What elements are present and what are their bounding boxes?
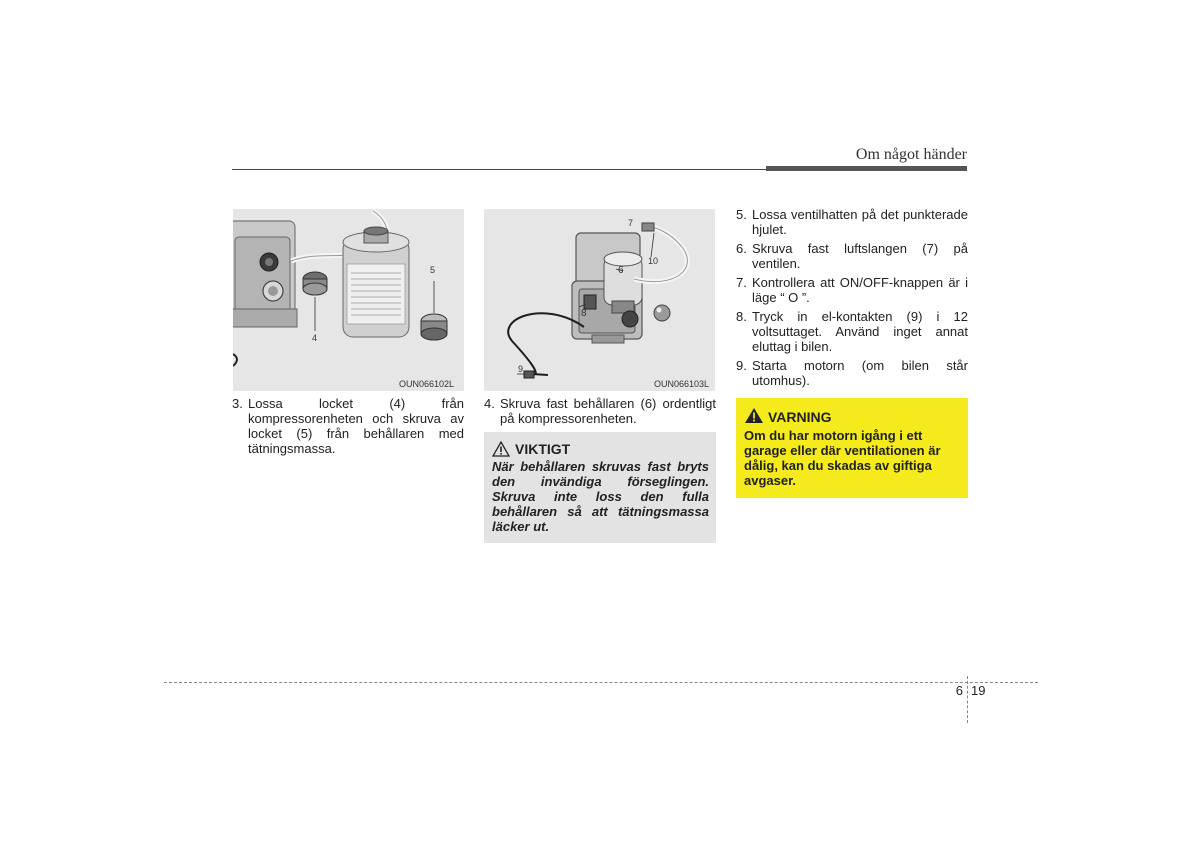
step-text: Lossa locket (4) från kompressorenheten och skruva av locket (5) från behållaren med tätningsmassa.: [248, 396, 464, 456]
figure-sealant-container-illustration: [233, 209, 464, 391]
step-number: 3.: [232, 396, 243, 411]
footer-rule: [164, 682, 1038, 683]
step-number: 5.: [736, 207, 747, 222]
callout-7: 7: [628, 218, 634, 228]
caution-title: VIKTIGT: [515, 441, 571, 457]
step-4: [484, 396, 716, 428]
step-7: [736, 275, 968, 307]
warning-icon: [744, 407, 764, 424]
page-chapter: 6: [955, 683, 963, 698]
step-3: [232, 396, 464, 458]
header-bar: [766, 166, 967, 171]
step-5: [736, 207, 968, 239]
step-number: 4.: [484, 396, 495, 411]
footer-divider: [967, 676, 968, 723]
callout-10: 10: [648, 256, 659, 266]
caution-icon: [492, 441, 510, 457]
callout-5: 5: [430, 265, 436, 275]
step-number: 9.: [736, 358, 747, 373]
step-number: 7.: [736, 275, 747, 290]
step-6: [736, 241, 968, 273]
step-8: [736, 309, 968, 357]
figure-code: OUN066102L: [399, 379, 455, 389]
callout-6: 6: [618, 265, 624, 276]
step-text: Skruva fast behållaren (6) ordentligt på kompressorenheten.: [500, 396, 716, 426]
figure-code: OUN066103L: [654, 379, 710, 389]
callout-8: 8: [581, 308, 587, 319]
step-number: 8.: [736, 309, 747, 324]
figure-sealant-container: [233, 209, 464, 391]
figure-compressor-assembly: [484, 209, 715, 391]
page-number: 19: [971, 683, 986, 698]
step-text: Lossa ventilhatten på det punkterade hjulet.: [752, 207, 968, 237]
caution-box: [484, 432, 716, 543]
warning-text: Om du har motorn igång i ett garage eller där ventilationen är dålig, kan du skadas av giftiga avgaser.: [744, 428, 941, 488]
warning-title: VARNING: [768, 409, 832, 425]
callout-9: 9: [518, 364, 524, 374]
step-number: 6.: [736, 241, 747, 256]
step-text: Skruva fast luftslangen (7) på ventilen.: [752, 241, 968, 271]
callout-4: 4: [312, 333, 318, 343]
step-text: Kontrollera att ON/OFF-knappen är i läge “ O ”.: [752, 275, 968, 305]
warning-box: [736, 398, 968, 498]
step-text: Tryck in el-kontakten (9) i 12 voltsuttaget. Använd inget annat eluttag i bilen.: [752, 309, 968, 354]
chapter-title: Om något händer: [855, 146, 967, 163]
step-9: [736, 358, 968, 390]
step-text: Starta motorn (om bilen står utomhus).: [752, 358, 968, 388]
caution-text: När behållaren skruvas fast bryts den invändiga förseglingen. Skruva inte loss den fulla behållaren så att tätningsmassa läcker ut.: [492, 459, 709, 534]
